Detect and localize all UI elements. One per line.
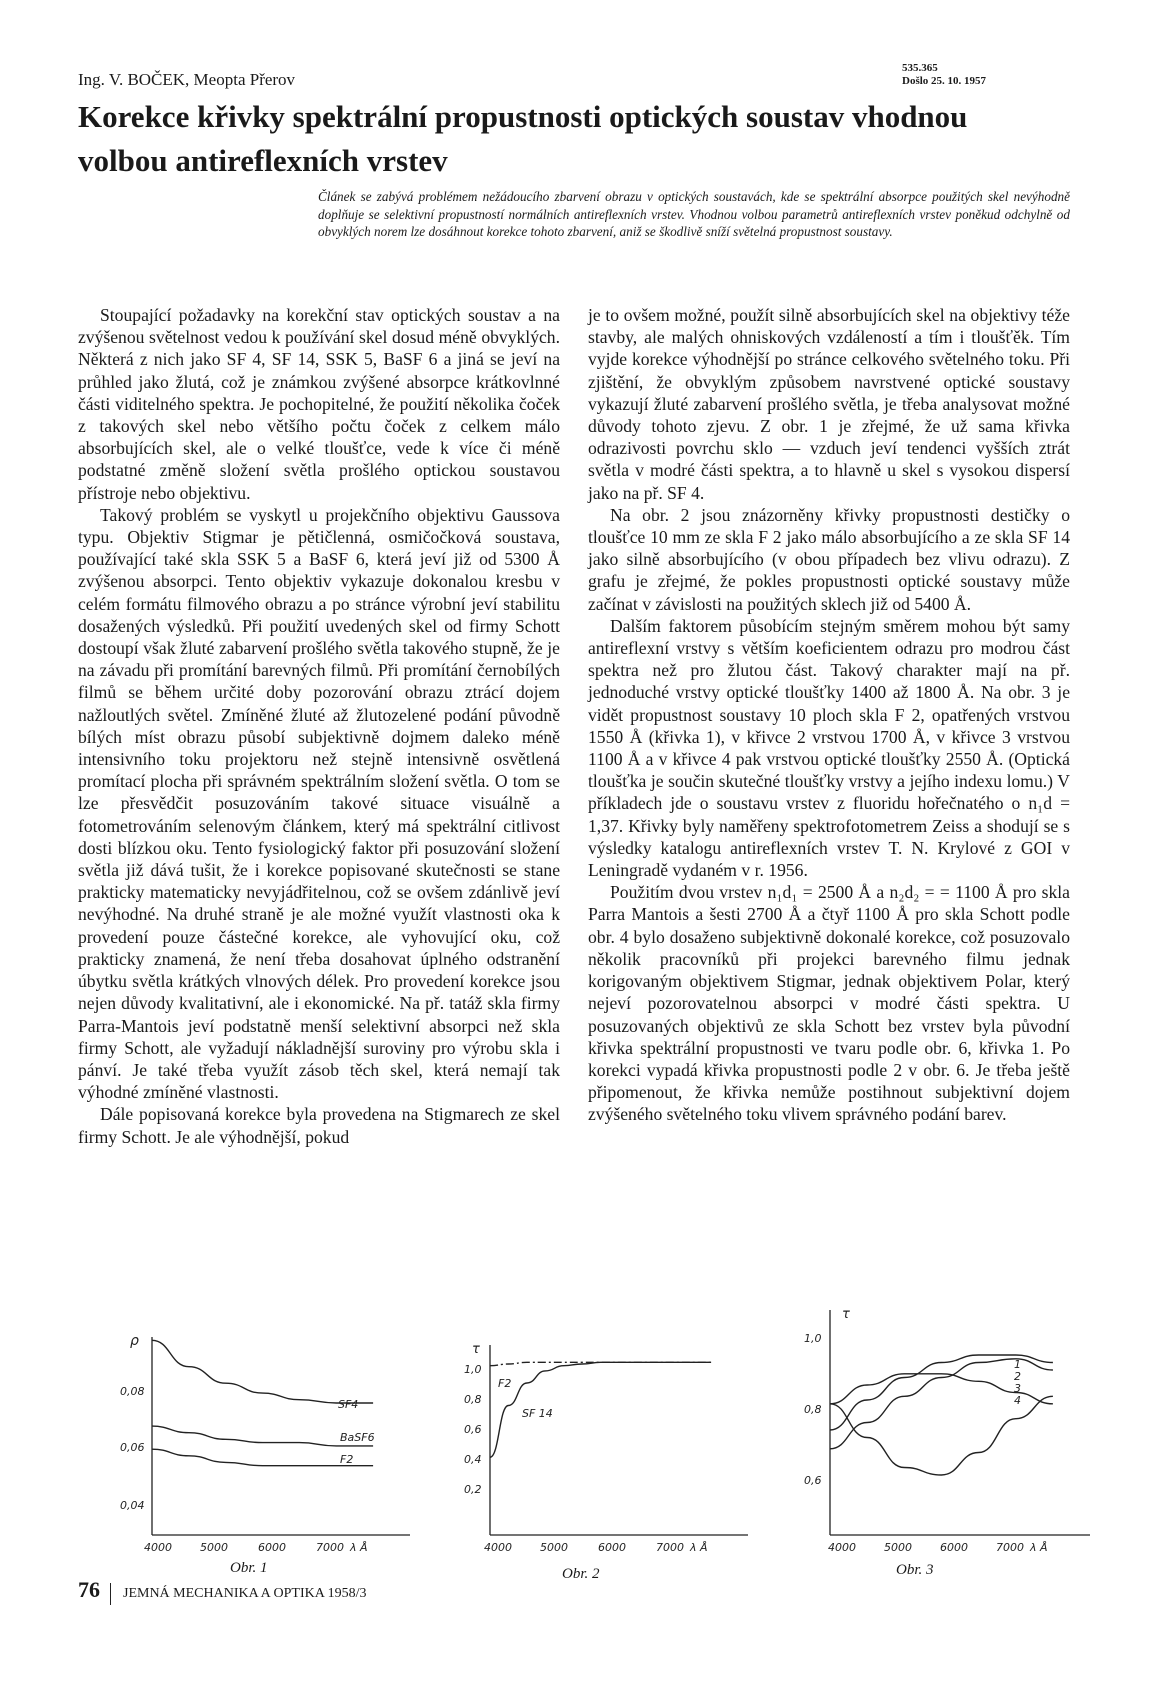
figure-3: [800, 1300, 1100, 1580]
series-line-sf4: [152, 1340, 373, 1403]
curve-label: SF 14: [522, 1407, 553, 1420]
y-tick-label: 0,8: [804, 1403, 822, 1416]
x-tick-label: 4000: [828, 1541, 856, 1554]
curve-label: F2: [340, 1453, 354, 1466]
figure-caption: Obr. 3: [896, 1562, 934, 1578]
paragraph: Použitím dvou vrstev n₁d₁ = 2500 Å a n₂d₂ = = 1100 Å pro skla Parra Mantois a šesti 2700 Å a čtyř 1100 Å pro skla Schott podle obr. 4 bylo dosaženo subjektivně dokonalé korekce, což posuzovalo několik pracovníků při projekci barevného filmu jednak korigovaným objektivem Stigmar, jednak objektivem Polar, který nejeví pozorovatelnou absorpci v modré části spektra. U posuzovaných objektivů ze skla Schott bez vrstev byla původní křivka spektrální propustnosti ve tvaru podle obr. 6, křivka 1. Po korekci vypadá křivka propustnosti podle 2 v obr. 6. Je třeba ještě připomenout, že křivka nemůže postihnout subjektivní dojem zvýšeného světelného toku vlivem správného podání barev.: [588, 882, 1070, 1125]
curve-label: 1: [1014, 1358, 1021, 1371]
figure-2: [458, 1335, 758, 1580]
page-footer: [78, 1577, 366, 1605]
y-tick-label: 0,06: [120, 1441, 145, 1454]
curve-label: 4: [1014, 1394, 1021, 1407]
paragraph: Stoupající požadavky na korekční stav optických soustav a na zvýšenou světelnost vedou k používání skel dosud méně obvyklých. Některá z nich jako SF 4, SF 14, SSK 5, BaSF 6 a jiná se jeví na průhled jako žlutá, což je známkou zvýšené absorpce krátkovlnné části viditelného spektra. Je pochopitelné, že použití několika čoček z takových skel nebo většího počtu čoček z celkem málo absorbujících skel, ale o velké tloušťce, vede k více či méně podstatné změně složení světla prošlého optickou soustavou přístroje nebo objektivu.: [78, 305, 560, 503]
x-tick-label: 4000: [484, 1541, 512, 1554]
figure-1: [120, 1325, 420, 1580]
received-date: Došlo 25. 10. 1957: [902, 75, 987, 87]
paragraph: Dále popisovaná korekce byla provedena na Stigmarech ze skel firmy Schott. Je ale výhodnější, pokud: [78, 1104, 560, 1147]
curve-label: 3: [1014, 1382, 1021, 1395]
y-tick-label: 0,04: [120, 1499, 145, 1512]
author-line: Ing. V. BOČEK, Meopta Přerov: [78, 70, 296, 89]
x-tick-label: 6000: [258, 1541, 286, 1554]
y-tick-label: 0,08: [120, 1385, 145, 1398]
paragraph: Dalším faktorem působícím stejným směrem mohou být samy antireflexní vrstvy s větším koeficientem odrazu pro modrou část spektra než pro žlutou část. Takový charakter mají na př. jednoduché vrstvy optické tloušťky 1400 až 1800 Å. Na obr. 3 je vidět propustnost soustavy 10 ploch skla F 2, opatřených vrstvou 1550 Å (křivka 1), v křivce 2 vrstvou 1700 Å, v křivce 3 vrstvou 1100 Å a v křivce 4 pak vrstvou optické tloušťky 2550 Å. (Optická tloušťka je součin skutečné tloušťky vrstvy a jejího indexu lomu.) V příkladech jde o soustavu vrstev z fluoridu hořečnatého o n₁d = 1,37. Křivky byly naměřeny spektrofotometrem Zeiss a shodují se s výsledky katalogu antireflexních vrstev T. N. Krylové z GOI v Leningradě vydaném v r. 1956.: [588, 615, 1070, 881]
body-column-right: [588, 304, 1070, 1126]
curve-label: BaSF6: [340, 1431, 375, 1444]
x-tick-label: 4000: [144, 1541, 172, 1554]
x-tick-label: 5000: [200, 1541, 228, 1554]
x-unit: λ Å: [1030, 1541, 1048, 1554]
article-title: Korekce křivky spektrální propustnosti optických soustav vhodnou volbou antireflexních vrstev: [78, 99, 968, 178]
x-unit: λ Å: [350, 1541, 368, 1554]
paragraph: je to ovšem možné, použít silně absorbujících skel na objektivy téže stavby, ale malých ohniskových vzdáleností a tím i tloušťěk. Tím vyjde korekce výhodnější po stránce celkového světelného toku. Při zjištění, že obvyklým způsobem navrstvené optické soustavy vykazují žluté zabarvení prošlého světla, je třeba analysovat možné důvody tohoto zjevu. Z obr. 1 je zřejmé, že už sama křivka odrazivosti povrchu sklo — vzduch jeví tendenci vyšších ztrát světla v modré části spektra, a to hlavně u skel s vysokou dispersí jako na př. SF 4.: [588, 305, 1070, 503]
curve-label: 2: [1014, 1370, 1021, 1383]
y-tick-label: 0,8: [464, 1393, 482, 1406]
curve-label: F2: [498, 1377, 512, 1390]
y-symbol: τ: [472, 1342, 480, 1357]
figure-caption: Obr. 2: [562, 1566, 600, 1582]
page-number: 76: [78, 1577, 100, 1602]
figure-caption: Obr. 1: [230, 1560, 268, 1576]
x-tick-label: 5000: [884, 1541, 912, 1554]
udc-number: 535.365: [902, 62, 938, 74]
paragraph: Na obr. 2 jsou znázorněny křivky propustnosti destičky o tloušťce 10 mm ze skla F 2 jako málo absorbujícího a ze skla SF 14 jako silně absorbujícího (v obou případech bez vlivu odrazu). Z grafu je zřejmé, že pokles propustnosti optické soustavy může začínat v závislosti na použitých sklech již od 5400 Å.: [588, 504, 1070, 614]
y-tick-label: 1,0: [464, 1363, 482, 1376]
figure-2-plot: [458, 1335, 758, 1555]
curve-label: SF4: [338, 1398, 359, 1411]
journal-name: JEMNÁ MECHANIKA A OPTIKA 1958/3: [123, 1586, 367, 1601]
figure-1-plot: [120, 1325, 420, 1555]
x-tick-label: 7000: [996, 1541, 1024, 1554]
y-tick-label: 1,0: [804, 1332, 822, 1345]
y-symbol: ρ: [130, 1333, 139, 1349]
paragraph: Takový problém se vyskytl u projekčního objektivu Gaussova typu. Objektiv Stigmar je pětičlenná, osmičočková soustava, používající také skla SSK 5 a BaSF 6, která jeví již od 5300 Å zvýšenou absorpci. Tento objektiv vykazuje dokonalou kresbu v celém formátu filmového obrazu a po stránce výrobní jeví stabilitu dosažených výsledků. Při použití uvedených skel od firmy Schott dostoupí však žluté zabarvení prošlého světla takového stupně, že je na závadu při promítání barevných filmů. Při promítání černobílých filmů se během určité doby pozorování obrazu ztrácí dojem nažloutlých světel. Zmíněné žluté až žlutozelené podání původně bílých míst obrazu působí subjektivně dojmem daleko méně intensivního toku projektoru než stejně intensivně osvětlená promítací plocha při správném spektrálním složení světla. O tom se lze přesvědčit posuzováním takové situace visuálně a fotometrováním selenovým článkem, který má spektrální citlivost dosti blízkou oku. Tento fysiologický faktor při posuzování složení světla již dává tušit, že i korekce popisované skutečnosti se stane prakticky matematicky nevyjádřitelnou, což se ovšem zdánlivě jeví nevýhodné. Na druhé straně je ale možné využít vlastnosti oka k provedení pouze částečné korekce, ale vyhovující oku, což prakticky znamená, že není třeba dosahovat úplného odstranění úbytku světla krátkých vlnových délek. Pro provedení korekce jsou nejen důvody kvalitativní, ale i ekonomické. Na př. tatáž skla firmy Parra-Mantois jeví podstatně menší selektivní absorpci než skla firmy Schott, ale vyžadují nákladnější suroviny pro výrobu skla i pánví. Je také třeba využít zásob těch skel, která nemají tak výhodné zmíněné vlastnosti.: [78, 504, 560, 1103]
x-tick-label: 7000: [656, 1541, 684, 1554]
figure-3-plot: [800, 1300, 1100, 1555]
x-tick-label: 7000: [316, 1541, 344, 1554]
udc-block: [902, 62, 986, 88]
footer-divider: [110, 1583, 111, 1605]
y-symbol: τ: [842, 1307, 850, 1322]
x-tick-label: 6000: [940, 1541, 968, 1554]
series-line-4: [830, 1396, 1053, 1475]
y-tick-label: 0,4: [464, 1453, 482, 1466]
y-tick-label: 0,6: [804, 1474, 822, 1487]
body-column-left: [78, 304, 560, 1148]
x-tick-label: 6000: [598, 1541, 626, 1554]
y-tick-label: 0,2: [464, 1483, 482, 1496]
abstract: Článek se zabývá problémem nežádoucího zbarvení obrazu v optických soustavách, kde se spektrální absorpce použitých skel nevýhodně doplňuje se selektivní propustností normálních antireflexních vrstev. Vhodnou volbou parametrů antireflexních vrstev poněkud odchylně od obvyklých norem lze dosáhnout korekce tohoto zbarvení, aniž se škodlivě sníží světelná propustnost soustavy.: [318, 189, 1070, 240]
x-tick-label: 5000: [540, 1541, 568, 1554]
y-tick-label: 0,6: [464, 1423, 482, 1436]
x-unit: λ Å: [690, 1541, 708, 1554]
